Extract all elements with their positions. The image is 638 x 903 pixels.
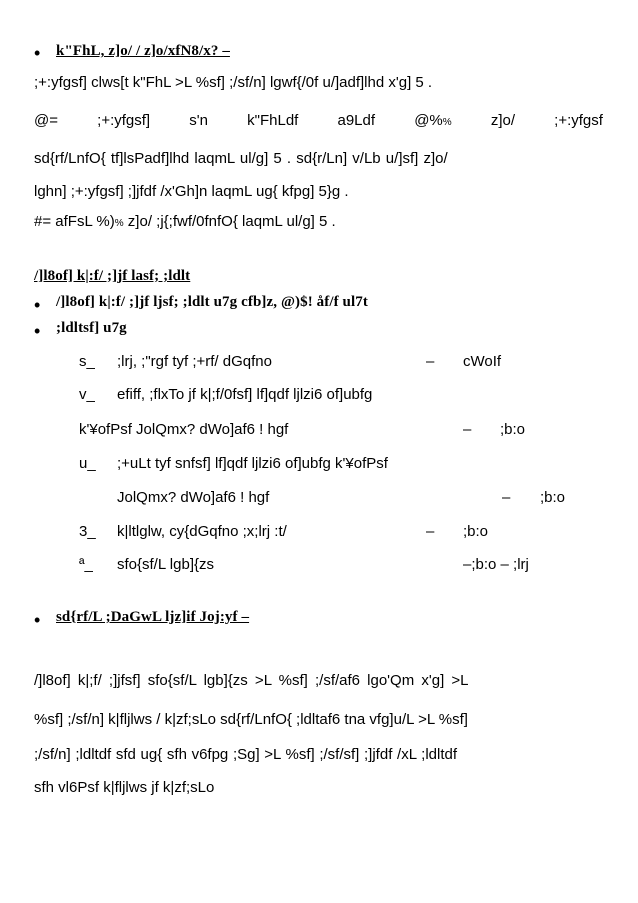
member-text: k|ltlglw, cy{dGqfno ;x;lrj :t/ (117, 523, 287, 540)
word: @%% (414, 112, 452, 129)
paragraph-line: ;/sf/n] ;ldltdf sfd ug{ sfh v6fpg ;Sg] >L %sf] ;/sf/sf] ;]jfdf /xL ;ldltdf (34, 746, 458, 763)
bullet-text: ;ldltsf] u7g (56, 320, 127, 336)
paragraph-line: sd{rf/LnfO{ tf]lsPadf]lhd laqmL ul/g] 5 . sd{r/Ln] v/Lb u/]sf] z]o/ (34, 150, 448, 167)
member-text: ;lrj, ;"rgf tyf ;+rf/ dGqfno (117, 353, 272, 370)
member-text: k'¥ofPsf JolQmx? dWo]af6 ! hgf (79, 421, 289, 438)
bullet-icon: • (34, 321, 41, 341)
member-dash: – (426, 523, 435, 540)
bullet-text: /]l8of] k|:f/ ;]jf ljsf; ;ldlt u7g cfb]z, @)$! åf/f ul7t (56, 294, 368, 310)
member-text: efiff, ;flxTo jf k|;f/0fsf] lf]qdf ljlzi6 of]ubfg (117, 386, 373, 403)
member-dash: –;b:o – ;lrj (463, 556, 529, 573)
paragraph-line: %sf] ;/sf/n] k|fljlws / k|zf;sLo sd{rf/LnfO{ ;ldltaf6 tna vfg]u/L >L %sf] (34, 711, 468, 728)
paragraph-line: /]l8of] k|;f/ ;]jfsf] sfo{sf/L lgb]{zs >L %sf] ;/sf/af6 lgo'Qm x'g] >L (34, 672, 469, 689)
section-heading-committee: /]l8of] k|:f/ ;]jf lasf; ;ldlt (34, 268, 191, 284)
member-number: s_ (79, 353, 95, 370)
member-dash: – (502, 489, 511, 506)
member-dash: – (463, 421, 472, 438)
member-text: JolQmx? dWo]af6 ! hgf (117, 489, 270, 506)
percent-small: % (114, 218, 124, 229)
word: ;+:yfgsf (554, 112, 603, 129)
bullet-icon: • (34, 43, 41, 63)
member-role: ;b:o (463, 523, 489, 540)
word: s'n (189, 112, 208, 129)
member-number: ª_ (79, 556, 93, 573)
line-text: z]o/ ;j{;fwf/0fnfO{ laqmL ul/g] 5 . (123, 213, 336, 230)
member-role: ;b:o (500, 421, 526, 438)
paragraph-line: lghn] ;+:yfgsf] ;]jfdf /x'Gh]n laqmL ug{ kfpg] 5}g . (34, 183, 349, 200)
bullet-icon: • (34, 610, 41, 630)
member-dash: – (426, 353, 435, 370)
line-text: #= afFsL %) (34, 213, 115, 230)
word: ;+:yfgsf] (97, 112, 151, 129)
paragraph-line-justified (34, 112, 603, 129)
member-number: v_ (79, 386, 95, 403)
bullet-icon: • (34, 295, 41, 315)
member-text: sfo{sf/L lgb]{zs (117, 556, 215, 573)
word: z]o/ (490, 112, 516, 129)
member-text: ;+uLt tyf snfsf] lf]qdf ljlzi6 of]ubfg k'¥ofPsf (117, 455, 388, 472)
member-role: cWoIf (463, 353, 502, 370)
section-heading-capital: k"FhL, z]o/ / z]o/xfN8/x? – (56, 43, 230, 59)
word: @= (34, 112, 58, 129)
paragraph-line: ;+:yfgsf] clws[t k"FhL >L %sf] ;/sf/n] lgwf{/0f u/]adf]lhd x'g] 5 . (34, 74, 433, 91)
word: a9Ldf (337, 112, 376, 129)
word: k"FhLdf (247, 112, 299, 129)
member-role: ;b:o (540, 489, 566, 506)
paragraph-line (34, 213, 336, 230)
paragraph-line: sfh vl6Psf k|fljlws jf k|zf;sLo (34, 779, 215, 796)
member-number: 3_ (79, 523, 96, 540)
member-number: u_ (79, 455, 96, 472)
section-heading-staff: sd{rf/L ;DaGwL ljz]if Joj:yf – (56, 609, 250, 625)
